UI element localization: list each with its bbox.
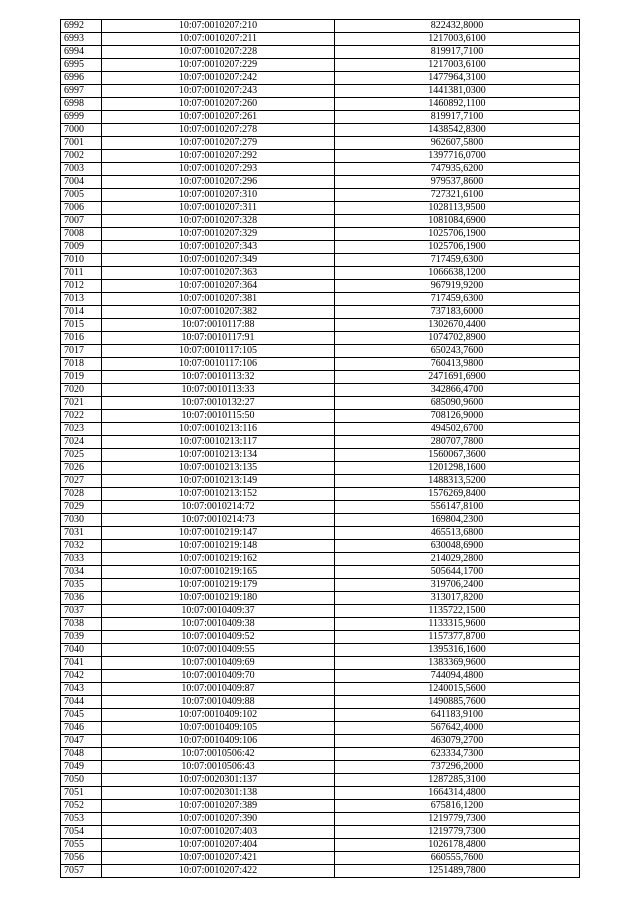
cadastral-number-cell: 10:07:0010409:105: [102, 722, 335, 735]
row-number-cell: 7029: [61, 501, 102, 514]
cadastral-number-cell: 10:07:0010219:148: [102, 540, 335, 553]
row-number-cell: 7021: [61, 397, 102, 410]
value-cell: 1066638,1200: [335, 267, 580, 280]
value-cell: 1026178,4800: [335, 839, 580, 852]
value-cell: 1025706,1900: [335, 241, 580, 254]
value-cell: 1287285,3100: [335, 774, 580, 787]
table-row: [61, 462, 580, 475]
table-row: [61, 306, 580, 319]
row-number-cell: 7048: [61, 748, 102, 761]
cadastral-number-cell: 10:07:0010213:135: [102, 462, 335, 475]
row-number-cell: 7035: [61, 579, 102, 592]
cadastral-number-cell: 10:07:0010219:147: [102, 527, 335, 540]
value-cell: 1240015,5600: [335, 683, 580, 696]
table-row: [61, 163, 580, 176]
value-cell: 1488313,5200: [335, 475, 580, 488]
table-row: [61, 579, 580, 592]
table-row: [61, 72, 580, 85]
value-cell: 675816,1200: [335, 800, 580, 813]
table-row: [61, 85, 580, 98]
table-row: [61, 696, 580, 709]
value-cell: 1395316,1600: [335, 644, 580, 657]
table-row: [61, 410, 580, 423]
table-row: [61, 137, 580, 150]
table-row: [61, 475, 580, 488]
table-row: [61, 657, 580, 670]
value-cell: 494502,6700: [335, 423, 580, 436]
row-number-cell: 7018: [61, 358, 102, 371]
value-cell: 1025706,1900: [335, 228, 580, 241]
value-cell: 819917,7100: [335, 111, 580, 124]
cadastral-number-cell: 10:07:0010219:165: [102, 566, 335, 579]
table-row: [61, 787, 580, 800]
table-row: [61, 631, 580, 644]
value-cell: 967919,9200: [335, 280, 580, 293]
cadastral-number-cell: 10:07:0010219:179: [102, 579, 335, 592]
cadastral-number-cell: 10:07:0010409:88: [102, 696, 335, 709]
cadastral-number-cell: 10:07:0010213:152: [102, 488, 335, 501]
row-number-cell: 7022: [61, 410, 102, 423]
cadastral-number-cell: 10:07:0010207:228: [102, 46, 335, 59]
value-cell: 1251489,7800: [335, 865, 580, 878]
row-number-cell: 7042: [61, 670, 102, 683]
row-number-cell: 7054: [61, 826, 102, 839]
row-number-cell: 7055: [61, 839, 102, 852]
row-number-cell: 7026: [61, 462, 102, 475]
value-cell: 1133315,9600: [335, 618, 580, 631]
cadastral-number-cell: 10:07:0010219:162: [102, 553, 335, 566]
cadastral-number-cell: 10:07:0010207:349: [102, 254, 335, 267]
cadastral-number-cell: 10:07:0020301:138: [102, 787, 335, 800]
value-cell: 744094,4800: [335, 670, 580, 683]
row-number-cell: 7005: [61, 189, 102, 202]
cadastral-number-cell: 10:07:0010117:105: [102, 345, 335, 358]
table-row: [61, 774, 580, 787]
table-row: [61, 215, 580, 228]
cadastral-number-cell: 10:07:0010207:329: [102, 228, 335, 241]
value-cell: 660555,7600: [335, 852, 580, 865]
value-cell: 463079,2700: [335, 735, 580, 748]
value-cell: 962607,5800: [335, 137, 580, 150]
table-row: [61, 397, 580, 410]
row-number-cell: 7002: [61, 150, 102, 163]
cadastral-number-cell: 10:07:0010207:229: [102, 59, 335, 72]
row-number-cell: 7011: [61, 267, 102, 280]
cadastral-number-cell: 10:07:0010207:381: [102, 293, 335, 306]
row-number-cell: 7037: [61, 605, 102, 618]
row-number-cell: 7036: [61, 592, 102, 605]
cadastral-number-cell: 10:07:0010207:390: [102, 813, 335, 826]
table-row: [61, 761, 580, 774]
value-cell: 1217003,6100: [335, 33, 580, 46]
row-number-cell: 7044: [61, 696, 102, 709]
cadastral-number-cell: 10:07:0010207:296: [102, 176, 335, 189]
cadastral-number-cell: 10:07:0010409:69: [102, 657, 335, 670]
table-row: [61, 20, 580, 33]
cadastral-number-cell: 10:07:0010207:293: [102, 163, 335, 176]
cadastral-number-cell: 10:07:0010409:55: [102, 644, 335, 657]
row-number-cell: 7056: [61, 852, 102, 865]
value-cell: 1490885,7600: [335, 696, 580, 709]
value-cell: 342866,4700: [335, 384, 580, 397]
table-row: [61, 644, 580, 657]
table-row: [61, 59, 580, 72]
value-cell: 1081084,6900: [335, 215, 580, 228]
cadastral-number-cell: 10:07:0010207:278: [102, 124, 335, 137]
table-row: [61, 98, 580, 111]
value-cell: 1219779,7300: [335, 826, 580, 839]
row-number-cell: 7031: [61, 527, 102, 540]
row-number-cell: 7046: [61, 722, 102, 735]
value-cell: 1201298,1600: [335, 462, 580, 475]
table-row: [61, 202, 580, 215]
cadastral-number-cell: 10:07:0010117:91: [102, 332, 335, 345]
row-number-cell: 6994: [61, 46, 102, 59]
table-row: [61, 605, 580, 618]
table-row: [61, 267, 580, 280]
cadastral-number-cell: 10:07:0010207:364: [102, 280, 335, 293]
cadastral-number-cell: 10:07:0010113:33: [102, 384, 335, 397]
cadastral-number-cell: 10:07:0010213:134: [102, 449, 335, 462]
cadastral-number-cell: 10:07:0010409:102: [102, 709, 335, 722]
table-row: [61, 501, 580, 514]
row-number-cell: 7041: [61, 657, 102, 670]
row-number-cell: 7014: [61, 306, 102, 319]
table-row: [61, 384, 580, 397]
table-row: [61, 449, 580, 462]
cadastral-number-cell: 10:07:0010207:382: [102, 306, 335, 319]
row-number-cell: 7038: [61, 618, 102, 631]
value-cell: 1664314,4800: [335, 787, 580, 800]
table-row: [61, 228, 580, 241]
value-cell: 1438542,8300: [335, 124, 580, 137]
value-cell: 1302670,4400: [335, 319, 580, 332]
row-number-cell: 7012: [61, 280, 102, 293]
value-cell: 1219779,7300: [335, 813, 580, 826]
value-cell: 1217003,6100: [335, 59, 580, 72]
row-number-cell: 6998: [61, 98, 102, 111]
table-row: [61, 813, 580, 826]
table-row: [61, 436, 580, 449]
cadastral-number-cell: 10:07:0010213:116: [102, 423, 335, 436]
table-row: [61, 735, 580, 748]
row-number-cell: 7010: [61, 254, 102, 267]
row-number-cell: 6992: [61, 20, 102, 33]
table-row: [61, 514, 580, 527]
row-number-cell: 7057: [61, 865, 102, 878]
cadastral-number-cell: 10:07:0010207:243: [102, 85, 335, 98]
table-row: [61, 280, 580, 293]
table-row: [61, 800, 580, 813]
row-number-cell: 6993: [61, 33, 102, 46]
cadastral-number-cell: 10:07:0010214:72: [102, 501, 335, 514]
table-row: [61, 124, 580, 137]
value-cell: 2471691,6900: [335, 371, 580, 384]
row-number-cell: 7034: [61, 566, 102, 579]
table-row: [61, 423, 580, 436]
table-row: [61, 865, 580, 878]
value-cell: 1560067,3600: [335, 449, 580, 462]
cadastral-number-cell: 10:07:0010207:242: [102, 72, 335, 85]
cadastral-number-cell: 10:07:0010219:180: [102, 592, 335, 605]
row-number-cell: 7025: [61, 449, 102, 462]
row-number-cell: 7027: [61, 475, 102, 488]
value-cell: 819917,7100: [335, 46, 580, 59]
table-row: [61, 371, 580, 384]
value-cell: 1397716,0700: [335, 150, 580, 163]
row-number-cell: 7043: [61, 683, 102, 696]
value-cell: 760413,9800: [335, 358, 580, 371]
value-cell: 1157377,8700: [335, 631, 580, 644]
row-number-cell: 7020: [61, 384, 102, 397]
cadastral-value-table: [60, 19, 580, 878]
value-cell: 465513,6800: [335, 527, 580, 540]
cadastral-number-cell: 10:07:0010409:38: [102, 618, 335, 631]
table-row: [61, 722, 580, 735]
cadastral-number-cell: 10:07:0020301:137: [102, 774, 335, 787]
row-number-cell: 7047: [61, 735, 102, 748]
row-number-cell: 6995: [61, 59, 102, 72]
value-cell: 1460892,1100: [335, 98, 580, 111]
value-cell: 717459,6300: [335, 293, 580, 306]
value-cell: 623334,7300: [335, 748, 580, 761]
value-cell: 737183,6000: [335, 306, 580, 319]
value-cell: 727321,6100: [335, 189, 580, 202]
table-row: [61, 670, 580, 683]
cadastral-number-cell: 10:07:0010207:311: [102, 202, 335, 215]
row-number-cell: 7003: [61, 163, 102, 176]
table-row: [61, 33, 580, 46]
value-cell: 214029,2800: [335, 553, 580, 566]
table-row: [61, 709, 580, 722]
value-cell: 1576269,8400: [335, 488, 580, 501]
row-number-cell: 7033: [61, 553, 102, 566]
table-row: [61, 540, 580, 553]
table-body: [61, 20, 580, 878]
table-row: [61, 241, 580, 254]
cadastral-number-cell: 10:07:0010409:87: [102, 683, 335, 696]
row-number-cell: 7001: [61, 137, 102, 150]
table-row: [61, 189, 580, 202]
table-row: [61, 566, 580, 579]
cadastral-number-cell: 10:07:0010207:403: [102, 826, 335, 839]
cadastral-number-cell: 10:07:0010207:279: [102, 137, 335, 150]
table-row: [61, 254, 580, 267]
value-cell: 1135722,1500: [335, 605, 580, 618]
row-number-cell: 7016: [61, 332, 102, 345]
value-cell: 1383369,9600: [335, 657, 580, 670]
value-cell: 280707,7800: [335, 436, 580, 449]
cadastral-number-cell: 10:07:0010207:328: [102, 215, 335, 228]
table-row: [61, 332, 580, 345]
row-number-cell: 7009: [61, 241, 102, 254]
cadastral-number-cell: 10:07:0010207:363: [102, 267, 335, 280]
row-number-cell: 7000: [61, 124, 102, 137]
table-row: [61, 527, 580, 540]
row-number-cell: 7051: [61, 787, 102, 800]
row-number-cell: 7049: [61, 761, 102, 774]
cadastral-number-cell: 10:07:0010207:422: [102, 865, 335, 878]
cadastral-number-cell: 10:07:0010117:106: [102, 358, 335, 371]
table-row: [61, 293, 580, 306]
cadastral-number-cell: 10:07:0010207:310: [102, 189, 335, 202]
value-cell: 685090,9600: [335, 397, 580, 410]
row-number-cell: 7017: [61, 345, 102, 358]
cadastral-number-cell: 10:07:0010214:73: [102, 514, 335, 527]
cadastral-number-cell: 10:07:0010506:42: [102, 748, 335, 761]
table-row: [61, 839, 580, 852]
cadastral-number-cell: 10:07:0010113:32: [102, 371, 335, 384]
table-row: [61, 618, 580, 631]
value-cell: 641183,9100: [335, 709, 580, 722]
value-cell: 1441381,0300: [335, 85, 580, 98]
row-number-cell: 7023: [61, 423, 102, 436]
value-cell: 717459,6300: [335, 254, 580, 267]
value-cell: 1074702,8900: [335, 332, 580, 345]
cadastral-number-cell: 10:07:0010409:52: [102, 631, 335, 644]
value-cell: 1028113,9500: [335, 202, 580, 215]
table-row: [61, 345, 580, 358]
cadastral-number-cell: 10:07:0010207:421: [102, 852, 335, 865]
cadastral-number-cell: 10:07:0010115:50: [102, 410, 335, 423]
value-cell: 630048,6900: [335, 540, 580, 553]
row-number-cell: 6997: [61, 85, 102, 98]
row-number-cell: 7053: [61, 813, 102, 826]
row-number-cell: 7032: [61, 540, 102, 553]
row-number-cell: 7050: [61, 774, 102, 787]
table-row: [61, 748, 580, 761]
cadastral-number-cell: 10:07:0010207:343: [102, 241, 335, 254]
cadastral-number-cell: 10:07:0010207:261: [102, 111, 335, 124]
table-row: [61, 488, 580, 501]
value-cell: 979537,8600: [335, 176, 580, 189]
value-cell: 556147,8100: [335, 501, 580, 514]
row-number-cell: 7004: [61, 176, 102, 189]
value-cell: 169804,2300: [335, 514, 580, 527]
cadastral-number-cell: 10:07:0010213:149: [102, 475, 335, 488]
table-row: [61, 150, 580, 163]
value-cell: 822432,8000: [335, 20, 580, 33]
table-row: [61, 358, 580, 371]
cadastral-number-cell: 10:07:0010207:260: [102, 98, 335, 111]
table-row: [61, 553, 580, 566]
table-row: [61, 176, 580, 189]
row-number-cell: 7045: [61, 709, 102, 722]
row-number-cell: 7006: [61, 202, 102, 215]
row-number-cell: 7030: [61, 514, 102, 527]
table-row: [61, 111, 580, 124]
value-cell: 313017,8200: [335, 592, 580, 605]
cadastral-number-cell: 10:07:0010409:37: [102, 605, 335, 618]
row-number-cell: 7052: [61, 800, 102, 813]
row-number-cell: 6996: [61, 72, 102, 85]
cadastral-number-cell: 10:07:0010506:43: [102, 761, 335, 774]
row-number-cell: 6999: [61, 111, 102, 124]
table-row: [61, 319, 580, 332]
table-row: [61, 852, 580, 865]
row-number-cell: 7008: [61, 228, 102, 241]
value-cell: 505644,1700: [335, 566, 580, 579]
row-number-cell: 7015: [61, 319, 102, 332]
cadastral-number-cell: 10:07:0010207:292: [102, 150, 335, 163]
value-cell: 650243,7600: [335, 345, 580, 358]
row-number-cell: 7007: [61, 215, 102, 228]
cadastral-number-cell: 10:07:0010213:117: [102, 436, 335, 449]
value-cell: 1477964,3100: [335, 72, 580, 85]
cadastral-number-cell: 10:07:0010207:210: [102, 20, 335, 33]
value-cell: 747935,6200: [335, 163, 580, 176]
table-row: [61, 683, 580, 696]
value-cell: 319706,2400: [335, 579, 580, 592]
table-row: [61, 592, 580, 605]
cadastral-number-cell: 10:07:0010409:70: [102, 670, 335, 683]
row-number-cell: 7039: [61, 631, 102, 644]
value-cell: 567642,4000: [335, 722, 580, 735]
value-cell: 737296,2000: [335, 761, 580, 774]
row-number-cell: 7024: [61, 436, 102, 449]
row-number-cell: 7013: [61, 293, 102, 306]
table-row: [61, 46, 580, 59]
row-number-cell: 7028: [61, 488, 102, 501]
cadastral-number-cell: 10:07:0010207:389: [102, 800, 335, 813]
cadastral-number-cell: 10:07:0010207:404: [102, 839, 335, 852]
cadastral-number-cell: 10:07:0010207:211: [102, 33, 335, 46]
table-row: [61, 826, 580, 839]
value-cell: 708126,9000: [335, 410, 580, 423]
cadastral-number-cell: 10:07:0010409:106: [102, 735, 335, 748]
row-number-cell: 7019: [61, 371, 102, 384]
cadastral-number-cell: 10:07:0010117:88: [102, 319, 335, 332]
cadastral-number-cell: 10:07:0010132:27: [102, 397, 335, 410]
row-number-cell: 7040: [61, 644, 102, 657]
